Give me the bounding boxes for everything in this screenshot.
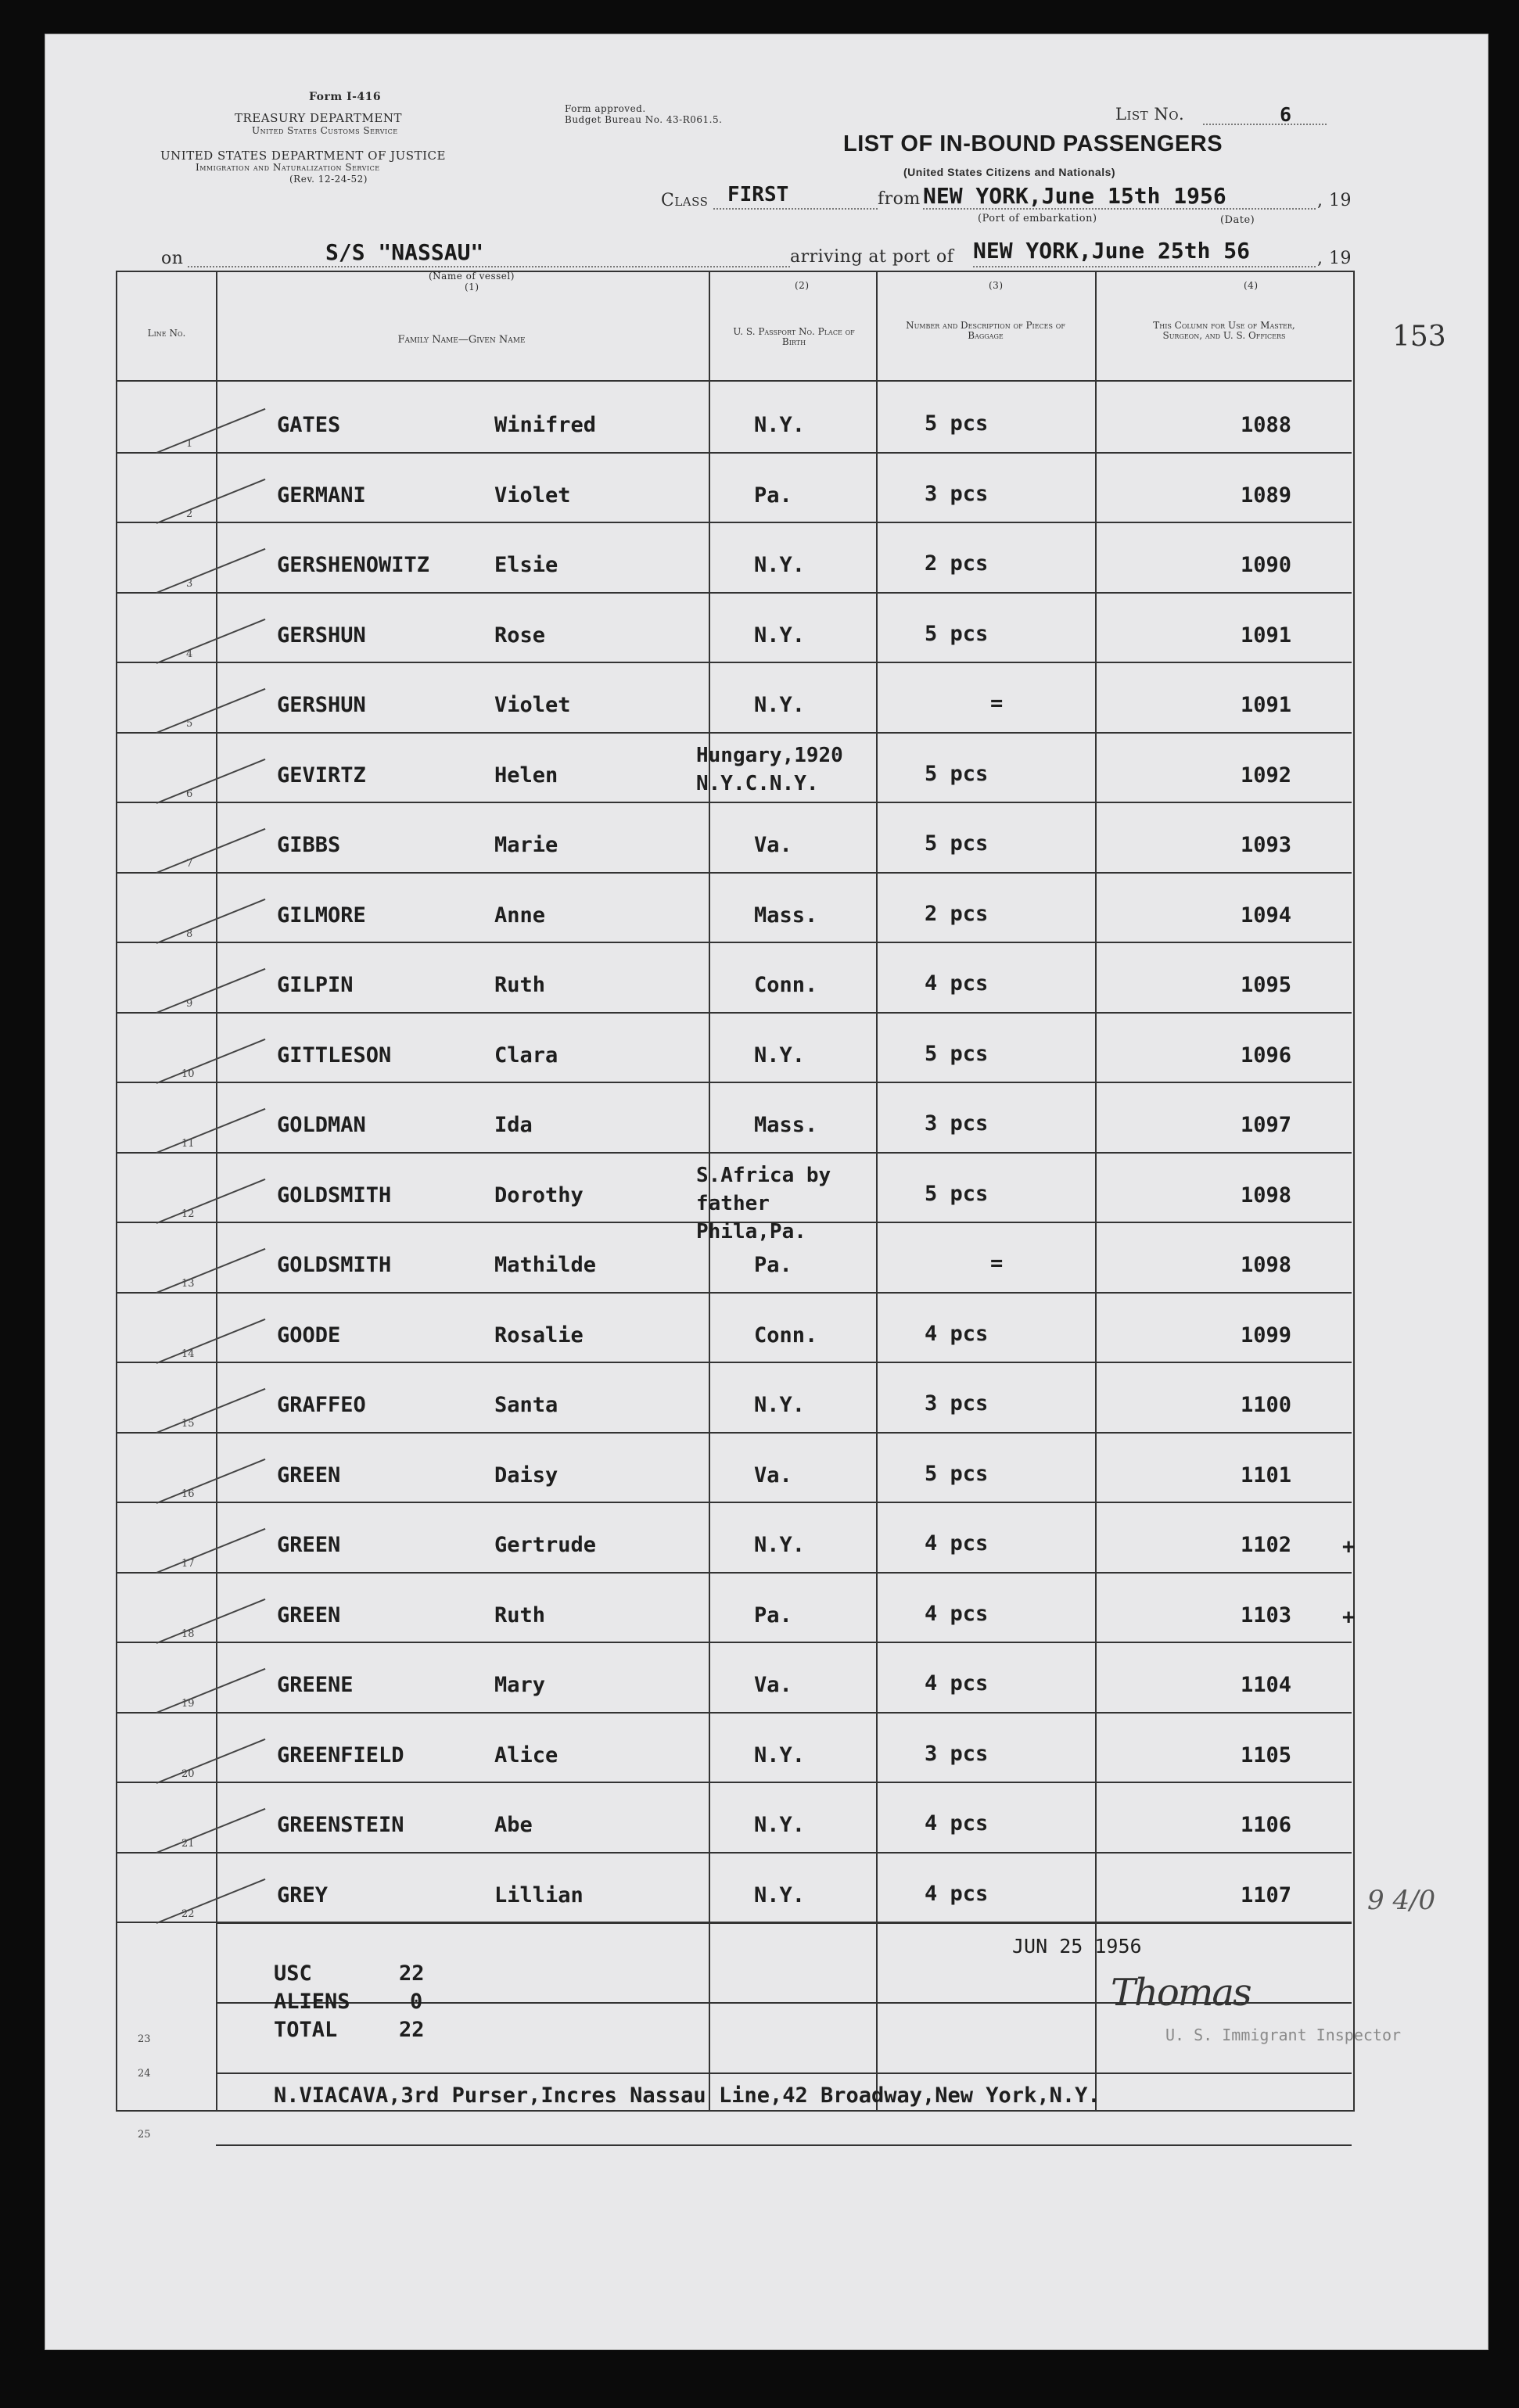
line-number: 21 [181,1838,195,1850]
given-name: Helen [494,763,558,788]
baggage: 3 pcs [925,481,989,506]
baggage: 5 pcs [925,1461,989,1486]
place-of-birth: Mass. [754,1113,818,1137]
line-number: 5 [186,718,193,730]
officer-number: 1105 [1241,1742,1292,1767]
line-number: 24 [138,2068,151,2080]
col-3-marker: (3) [989,280,1004,291]
given-name: Rose [494,623,546,648]
family-name: GERMANI [277,483,366,508]
baggage: 3 pcs [925,1391,989,1416]
baggage: 3 pcs [925,1741,989,1766]
given-name: Alice [494,1742,558,1767]
family-name: GILMORE [277,903,366,928]
officer-number: 1106 [1241,1813,1292,1837]
header-officers: This Column for Use of Master, Surgeon, and U. S. Officers [1153,320,1295,341]
line-number: 1 [186,438,193,450]
line-number: 4 [186,648,193,660]
given-name: Abe [494,1813,533,1837]
form-number: Form I-416 [309,91,382,103]
line-number: 12 [181,1208,195,1220]
officer-number: 1107 [1241,1882,1292,1907]
officer-number: 1100 [1241,1393,1292,1417]
family-name: GERSHENOWITZ [277,553,430,577]
arriving-value: NEW YORK,June 25th 56 [973,238,1251,264]
family-name: GEVIRTZ [277,763,366,788]
officer-number: 1095 [1241,973,1292,997]
officer-number: 1098 [1241,1182,1292,1208]
baggage: 4 pcs [925,1321,989,1346]
line-number: 13 [181,1278,195,1290]
baggage: 2 pcs [925,901,989,926]
table-rule [216,1922,1352,1924]
line-number: 17 [181,1558,195,1570]
family-name: GREENSTEIN [277,1813,404,1837]
officer-number: 1090 [1241,553,1292,577]
place-of-birth: Mass. [754,903,818,928]
officer-number: 1097 [1241,1113,1292,1137]
arriving-label: arriving at port of [790,247,954,267]
given-name: Ruth [494,1602,546,1627]
line-number: 14 [181,1348,195,1360]
col-4-marker: (4) [1244,280,1259,291]
officer-number: 1088 [1241,413,1292,437]
family-name: GERSHUN [277,693,366,717]
date-caption: (Date) [1220,214,1255,226]
given-name: Rosalie [494,1322,584,1348]
line-number: 22 [181,1907,195,1920]
family-name: GREEN [277,1462,341,1488]
col-2-marker: (2) [795,280,810,291]
class-value: FIRST [727,183,789,206]
purser-line: N.VIACAVA,3rd Purser,Incres Nassau Line,42 Broadway,New York,N.Y. [274,2083,1101,2108]
vessel-caption: (Name of vessel) [429,271,515,282]
line-number: 25 [138,2129,151,2141]
list-no-line [1203,124,1327,125]
place-of-birth: Conn. [754,1322,818,1348]
officer-number: 1092 [1241,763,1292,788]
family-name: GIBBS [277,833,341,857]
baggage: 2 pcs [925,551,989,576]
baggage: = [990,1251,1004,1276]
officer-number: 1089 [1241,483,1292,508]
given-name: Marie [494,833,558,857]
place-of-birth: Va. [754,1462,792,1488]
baggage: = [990,691,1004,716]
page-subtitle: (United States Citizens and Nationals) [903,166,1116,178]
line-number: 8 [186,928,193,940]
arriving-line [973,266,1316,267]
line-number: 2 [186,508,193,520]
place-of-birth: Va. [754,1673,792,1697]
family-name: GREY [277,1882,329,1907]
header-passport: U. S. Passport No. Place of Birth [733,326,855,347]
line-number: 15 [181,1418,195,1430]
family-name: GITTLESON [277,1043,392,1068]
given-name: Gertrude [494,1533,597,1557]
family-name: GOODE [277,1322,341,1348]
family-name: GREEN [277,1602,341,1627]
header-baggage: Number and Description of Pieces of Baggage [906,320,1065,341]
given-name: Dorothy [494,1182,584,1208]
baggage: 5 pcs [925,1041,989,1066]
place-of-birth: N.Y. [754,1742,806,1767]
family-name: GERSHUN [277,623,366,648]
place-of-birth: N.Y. [754,553,806,577]
given-name: Violet [494,693,571,717]
place-of-birth: N.Y. [754,693,806,717]
form-approved: Form approved. [565,103,646,114]
ins-service: Immigration and Naturalization Service [196,162,380,173]
officer-number: 1094 [1241,903,1292,928]
line-number: 6 [186,788,193,800]
place-of-birth: N.Y. [754,413,806,437]
line-number: 20 [181,1767,195,1780]
place-of-birth: N.Y. [754,1882,806,1907]
place-of-birth: Conn. [754,973,818,997]
family-name: GOLDSMITH [277,1253,392,1277]
baggage: 4 pcs [925,971,989,996]
baggage: 3 pcs [925,1111,989,1136]
officer-number: 1091 [1241,623,1292,648]
place-of-birth: Pa. [754,1253,792,1277]
family-name: GREEN [277,1533,341,1557]
aliens-label: ALIENS [274,1990,350,2014]
officer-number: 1102 [1241,1533,1292,1557]
inspector-signature: Thomas [1111,1971,1251,2015]
line-number: 18 [181,1627,195,1640]
from-label: from [878,189,921,209]
given-name: Anne [494,903,546,928]
page-title: LIST OF IN-BOUND PASSENGERS [843,131,1223,156]
col-1-marker: (1) [465,282,479,292]
place-of-birth: S.Africa by father Phila,Pa. [696,1163,831,1243]
budget-bureau: Budget Bureau No. 43-R061.5. [565,114,723,125]
given-name: Santa [494,1393,558,1417]
revision-date: (Rev. 12-24-52) [289,174,368,185]
line-number: 19 [181,1698,195,1710]
family-name: GOLDMAN [277,1113,366,1137]
baggage: 4 pcs [925,1601,989,1626]
given-name: Ruth [494,973,546,997]
place-of-birth: Va. [754,833,792,857]
officer-number: 1104 [1241,1673,1292,1697]
baggage: 5 pcs [925,621,989,646]
year-suffix-2: , 19 [1317,249,1352,268]
usc-label: USC [274,1961,312,1986]
given-name: Daisy [494,1462,558,1488]
family-name: GREENE [277,1673,354,1697]
customs-service: United States Customs Service [252,125,398,136]
family-name: GILPIN [277,973,354,997]
inspector-title: U. S. Immigrant Inspector [1165,2026,1402,2044]
line-number: 16 [181,1488,195,1500]
officer-number: 1096 [1241,1043,1292,1068]
department-of-justice: UNITED STATES DEPARTMENT OF JUSTICE [160,149,446,163]
place-of-birth: Hungary,1920 N.Y.C.N.Y. [696,743,843,795]
on-label: on [161,249,184,268]
given-name: Clara [494,1043,558,1068]
place-of-birth: N.Y. [754,623,806,648]
page-number: 153 [1392,321,1446,353]
total-value: 22 [399,2018,425,2042]
baggage: 5 pcs [925,1181,989,1206]
officer-number: 1093 [1241,833,1292,857]
header-name: Family Name—Given Name [397,334,526,346]
baggage: 4 pcs [925,1671,989,1696]
total-label: TOTAL [274,2018,338,2042]
class-label: Class [661,191,709,210]
given-name: Ida [494,1113,533,1137]
place-of-birth: N.Y. [754,1393,806,1417]
officer-number: 1091 [1241,693,1292,717]
table-rule [216,2072,1352,2074]
place-of-birth: N.Y. [754,1813,806,1837]
year-suffix: , 19 [1317,191,1352,210]
family-name: GATES [277,413,341,437]
given-name: Mary [494,1673,546,1697]
baggage: 4 pcs [925,1811,989,1836]
family-name: GREENFIELD [277,1742,404,1767]
vessel-name: S/S "NASSAU" [325,239,484,265]
place-of-birth: N.Y. [754,1043,806,1068]
vessel-line [188,266,790,267]
given-name: Violet [494,483,571,508]
family-name: GRAFFEO [277,1393,366,1417]
class-line [713,208,878,210]
given-name: Lillian [494,1882,584,1907]
baggage: 5 pcs [925,761,989,786]
baggage: 4 pcs [925,1881,989,1906]
line-number: 3 [186,578,193,590]
baggage: 5 pcs [925,831,989,856]
family-name: GOLDSMITH [277,1182,392,1208]
officer-mark: + [1342,1604,1356,1629]
officer-number: 1101 [1241,1462,1292,1488]
baggage: 4 pcs [925,1531,989,1556]
given-name: Winifred [494,413,597,437]
header-line-no: Line No. [147,328,186,339]
place-of-birth: N.Y. [754,1533,806,1557]
line-number: 10 [181,1068,195,1080]
line-number: 7 [186,858,193,870]
line-number: 9 [186,998,193,1010]
baggage: 5 pcs [925,411,989,436]
table-rule [216,2144,1352,2146]
given-name: Mathilde [494,1253,597,1277]
line-number: 11 [181,1138,195,1150]
officer-number: 1103 [1241,1602,1292,1627]
from-value: NEW YORK,June 15th 1956 [923,183,1226,209]
given-name: Elsie [494,553,558,577]
place-of-birth: Pa. [754,1602,792,1627]
port-caption: (Port of embarkation) [978,213,1097,224]
list-no-label: List No. [1115,105,1185,124]
list-no-value: 6 [1280,103,1292,126]
officer-mark: + [1342,1534,1356,1559]
officer-mark: 9 4/0 [1367,1884,1436,1916]
officer-number: 1099 [1241,1322,1292,1348]
usc-value: 22 [399,1961,425,1986]
treasury-department: TREASURY DEPARTMENT [235,111,402,125]
officer-number: 1098 [1241,1253,1292,1277]
place-of-birth: Pa. [754,483,792,508]
aliens-value: 0 [410,1990,423,2014]
line-number: 23 [138,2033,151,2045]
inspection-stamp-date: JUN 25 1956 [1012,1935,1142,1958]
